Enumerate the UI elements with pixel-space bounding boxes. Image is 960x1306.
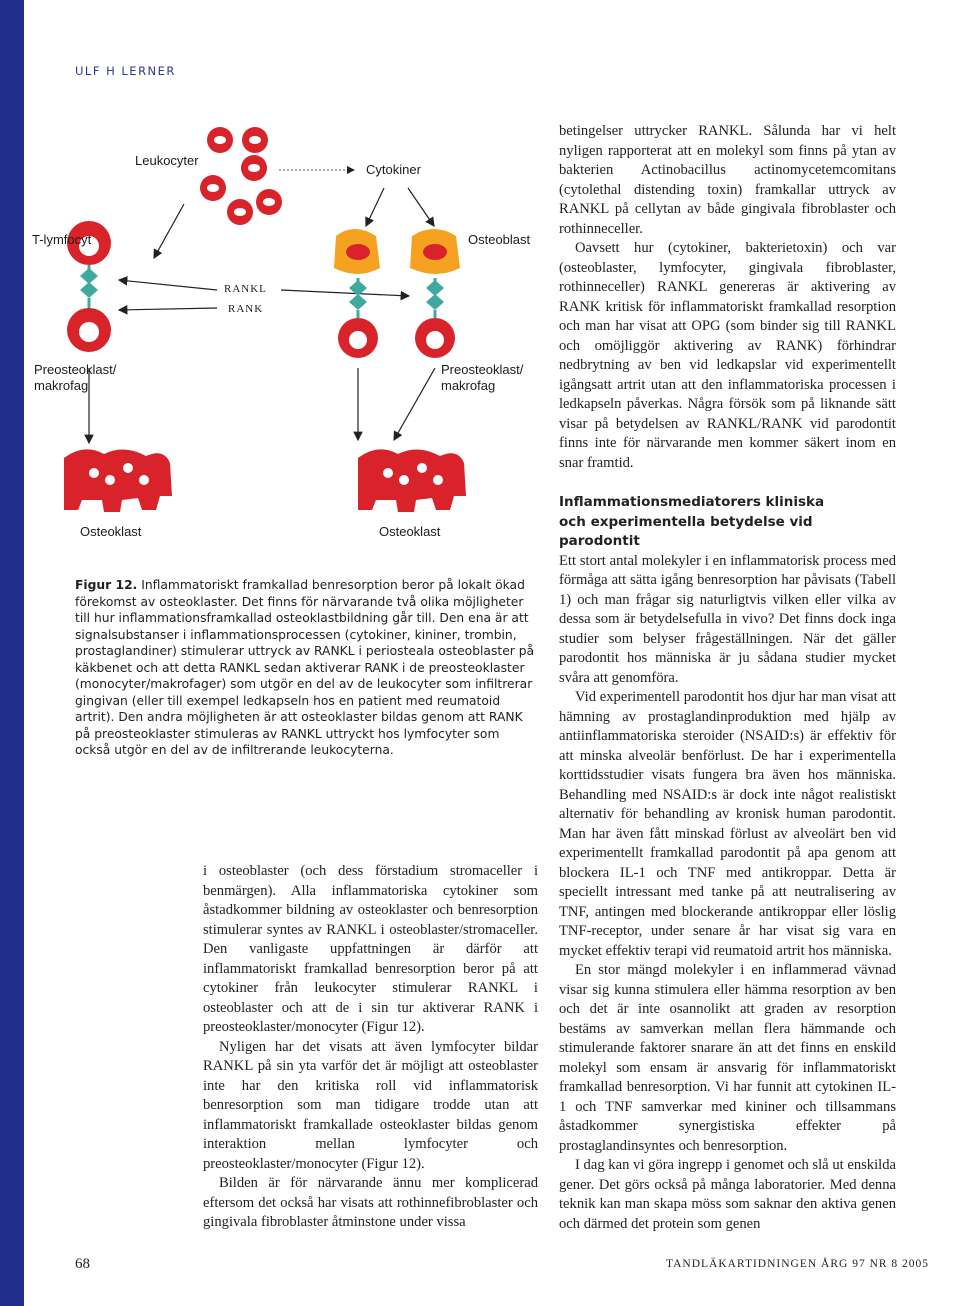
diagram-svg — [24, 118, 544, 558]
leukocyte-cell — [242, 127, 268, 153]
leukocyte-cell — [200, 175, 226, 201]
rankl-rank-receptor-left — [80, 265, 98, 310]
arrow-cytokine-1 — [366, 188, 384, 226]
figure-caption — [75, 577, 535, 759]
right-text-column-bottom — [559, 493, 896, 1234]
paragraph: Oavsett hur (cytokiner, bakterietoxin) och var (osteoblaster, lymfocyter, gingivala fibroblaster, rothinneceller) RANKL genereras är aktivering av RANK kritisk för inflammatoriskt framkallad resorption och man har visat att OPG (som binder sig till RANKL och omöjliggör aktivering av RANK) förhindrar nedbrytning av ben vid ledkapslar vid experimentellt igångsatt artrit utan att den inflammatoriska processen i ledkapseln påverkas. Några försök som på liknande sätt visar på betydelsen av RANKL/RANK vid parodontit finns inte för närvarande men kommer säkert inom en snar framtid. — [559, 240, 896, 471]
leukocyte-cell — [227, 199, 253, 225]
leukocyte-cell — [241, 155, 267, 181]
label-rank: RANK — [228, 303, 264, 315]
left-color-bar — [0, 0, 24, 1306]
leukocyte-cell — [256, 189, 282, 215]
paragraph: Bilden är för närvarande ännu mer komplicerad eftersom det också har visats att rothinnefibroblaster och gingivala fibroblaster åtminstone under vissa — [203, 1175, 538, 1230]
rankl-rank-receptor-right-1 — [349, 278, 367, 318]
left-text-column — [203, 862, 538, 1233]
section-heading-line-2: och experimentella betydelse vid parodontit — [559, 513, 813, 549]
page-number: 68 — [75, 1256, 90, 1272]
label-t-lymfocyt: T-lymfocyt — [32, 232, 92, 247]
osteoclast-cell-right — [358, 449, 466, 512]
paragraph: I dag kan vi göra ingrepp i genomet och slå ut enskilda gener. Det görs också på många laboratorier. Med denna teknik kan man skapa möss som saknar den aktiva genen och därmed det protein som genen — [559, 1157, 896, 1232]
preosteoclast-cell-right — [338, 318, 378, 358]
figure-12-diagram — [24, 118, 544, 558]
section-heading-line-1: Inflammationsmediatorers kliniska — [559, 494, 825, 510]
journal-footer: TANDLÄKARTIDNINGEN ÅRG 97 NR 8 2005 — [666, 1258, 930, 1270]
label-cytokiner: Cytokiner — [366, 162, 421, 177]
paragraph: Vid experimentell parodontit hos djur har man visat att hämning av prostaglandinproduktion med hjälp av antiinflammatoriska steroider (NSAID:s) är effektiv för att minska alveolär benförlust. De har i experimentella korttidsstudier visats fungera bra även hos människa. Behandling med NSAID:s är dock inte något realistiskt alternativ för behandling av kronisk human parodontit. Man har även fått minskad förlust av alveolärt ben vid experimentellt framkallad parodontit på apa genom att blockera IL-1 och TNF med antikroppar. Detta är speciellt intressant med tanke på att neutralisering av TNF, antingen med blockerande antikroppar eller löslig TNF-receptor, under senare år har visat sig vara en mycket effektiv terapi vid reumatoid artrit hos människa. — [559, 689, 896, 959]
arrow-rank — [119, 308, 217, 310]
label-preosteoklast-left: Preosteoklast/ makrofag — [34, 362, 117, 393]
osteoblast-cell — [410, 229, 460, 274]
caption-lead: Figur 12. — [75, 578, 138, 592]
label-osteoklast-left: Osteoklast — [80, 524, 142, 539]
arrow-rank-right — [281, 290, 409, 296]
paragraph: Nyligen har det visats att även lymfocyter bildar RANKL på sin yta varför det är möjligt att osteoblaster inte har den kritiska roll vid inflammatorisk benresorption som man tidigare trodde utan att inflammatoriskt framkallade osteoklaster bildas genom interaktion mellan lymfocyter och preosteoklaster/monocyter (Figur 12). — [203, 1038, 538, 1172]
paragraph: En stor mängd molekyler i en inflammerad vävnad visar sig kunna stimulera eller hämma resorption av ben och det är inte osannolikt att graden av resorption bestäms av samverkan mellan flera hämmande och stimulerande faktorer snarare än att det finns en enskild molekyl som ensam är ansvarig för inflammatoriskt framkallad benresorption. Vi har funnit att cytokinen IL-1 och TNF samverkar med kininer och tillsammans åstadkommer synergistiska effekter på prostaglandinsyntes och benresorption. — [559, 962, 896, 1154]
label-osteoblast: Osteoblast — [468, 232, 531, 247]
preosteoclast-cell-left — [67, 308, 111, 352]
preosteoclast-cell-right — [415, 318, 455, 358]
label-preosteoklast-right: Preosteoklast/ makrofag — [441, 362, 524, 393]
paragraph: i osteoblaster (och dess förstadium stromaceller i benmärgen). Alla inflammatoriska cytokiner som åstadkommer bildning av osteoklaster och benresorption stimulerar syntes av RANKL i osteoblaster/stromaceller. Den vanligaste uppfattningen är därför att inflammatoriskt framkallad benresorption beror på att cytokiner från leukocyter stimulerar RANKL i osteoblaster och att de i sin tur aktiverar RANK i preosteoklaster/monocyter (Figur 12). — [203, 863, 538, 1035]
rankl-rank-receptor-right-2 — [426, 278, 444, 318]
arrow-leuko-tcell — [154, 204, 184, 258]
label-leukocyter: Leukocyter — [135, 153, 199, 168]
running-header: ULF H LERNER — [75, 64, 176, 78]
paragraph: betingelser uttrycker RANKL. Sålunda har vi helt nyligen rapporterat att en molekyl som finns på ytan av bakterien Actinobacillus actinomycetemcomitans (cytolethal distending toxin) framkallar uttryck av RANKL på cellytan av både gingivala fibroblaster och rothinneceller. — [559, 123, 896, 237]
right-text-column-top — [559, 122, 896, 473]
paragraph: Ett stort antal molekyler i en inflammatorisk process med förmåga att sätta igång benresorption har påvisats (Tabell 1) och man frågar sig naturligtvis vilken eller vilka av dessa som är betydelsefulla in vivo? Det finns dock inga studier som belyser frågeställningen. När det gäller parodontit hos människa är ju sådana studier mycket svåra att genomföra. — [559, 552, 896, 686]
label-osteoklast-right: Osteoklast — [379, 524, 441, 539]
arrow-right-down-2 — [394, 368, 435, 440]
osteoclast-cell-left — [64, 449, 172, 512]
caption-text: Inflammatoriskt framkallad benresorption beror på lokalt ökad förekomst av osteoklaster. Det finns för närvarande två olika möjligheter till hur inflammationsframkallad osteoklastbildning går till. Den ena är att signalsubstanser i inflammationsprocessen (cytokiner, kininer, trombin, prostaglandiner) stimulerar uttryck av RANKL i periosteala osteoblaster på käkbenet och att detta RANKL sedan aktiverar RANK i de preosteoklaster (monocyter/makrofager) som utgör en del av de leukocyter som infiltrerar gingivan (eller till exempel ledkapseln hos en patient med reumatoid artrit). Den andra möjligheten är att osteoklaster bildas genom att RANK på preosteoklaster stimuleras av RANKL uttryckt hos lymfocyter som också utgör en del av de infiltrerande leukocyterna. — [75, 578, 535, 757]
osteoblast-cell — [334, 229, 380, 274]
arrow-rankl — [119, 280, 217, 290]
arrow-cytokine-2 — [408, 188, 434, 226]
label-rankl: RANKL — [224, 283, 267, 295]
leukocyte-cell — [207, 127, 233, 153]
